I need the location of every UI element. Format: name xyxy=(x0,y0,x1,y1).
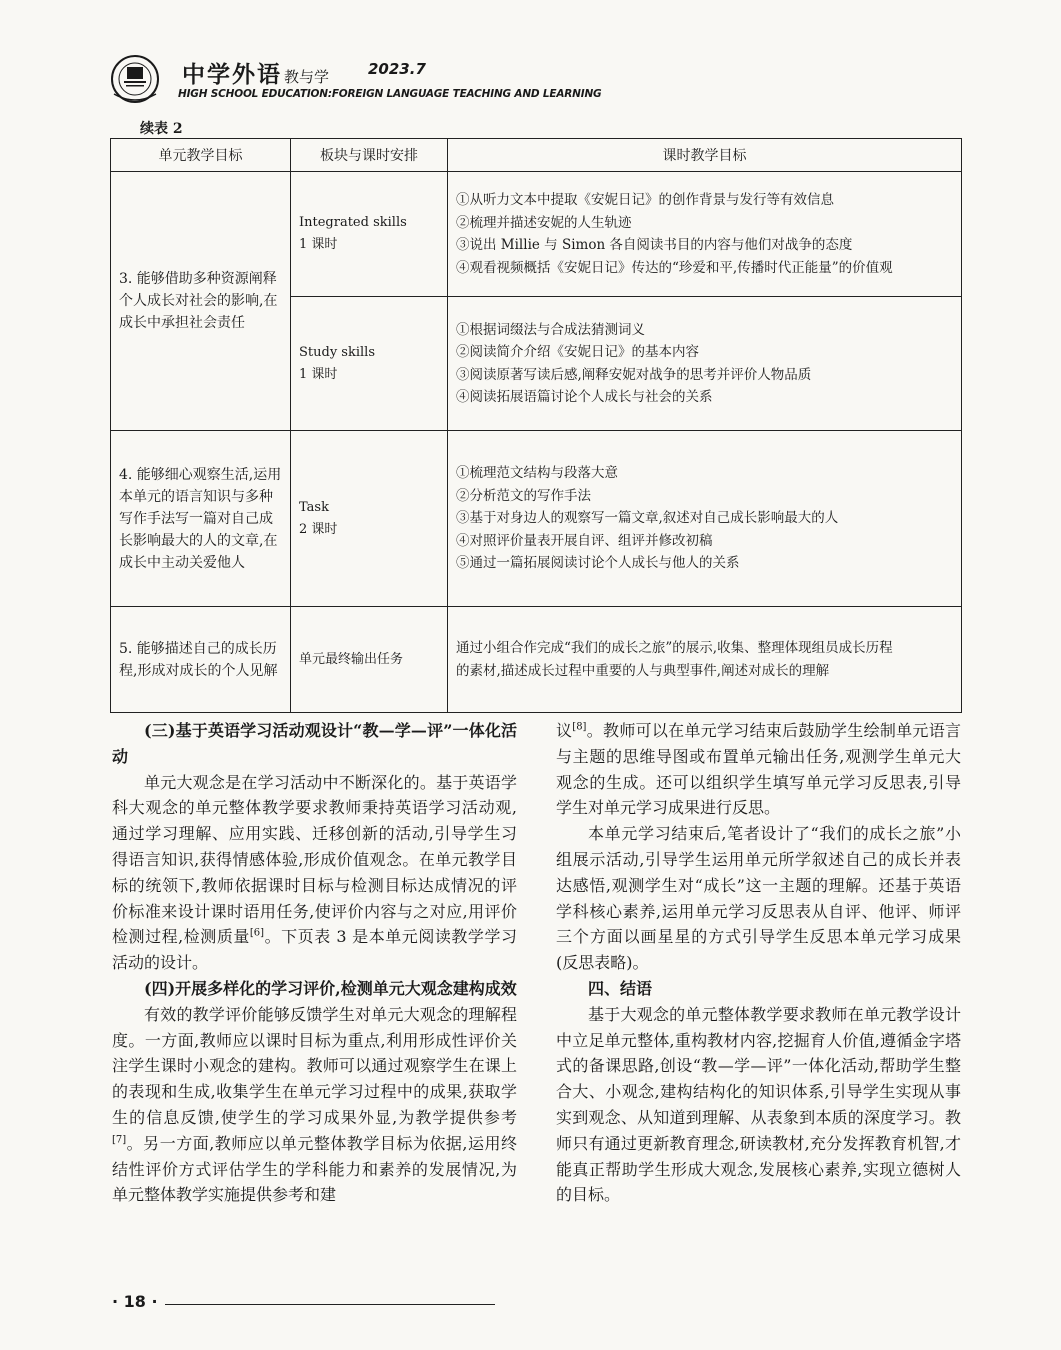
table-row xyxy=(111,431,962,607)
paragraph: 议[8]。教师可以在单元学习结束后鼓励学生绘制单元语言与主题的思维导图或布置单元输出任务,观测学生单元大观念的生成。还可以组织学生填写单元学习反思表,引导学生对单元学习成果进行反思。 xyxy=(556,721,961,818)
page-number: · 18 · xyxy=(112,1292,158,1311)
journal-subtitle: HIGH SCHOOL EDUCATION:FOREIGN LANGUAGE TEACHING AND LEARNING xyxy=(178,88,602,100)
section-heading-3: (三)基于英语学习活动观设计“教—学—评”一体化活动 xyxy=(112,721,517,766)
list-item: ④观看视频概括《安妮日记》传达的“珍爱和平,传播时代正能量”的价值观 xyxy=(456,259,893,276)
paragraph: 基于大观念的单元整体教学要求教师在单元教学设计中立足单元整体,重构教材内容,挖掘育人价值,遵循金字塔式的备课思路,创设“教—学—评”一体化活动,帮助学生整合大、小观念,建构结构化的知识体系,引导学生实现从事实到观念、从知道到理解、从表象到本质的深度学习。教师只有通过更新教育理念,研读教材,充分发挥教育机智,才能真正帮助学生形成大观念,发展核心素养,实现立德树人的目标。 xyxy=(556,1004,961,1205)
objectives-study-skills xyxy=(448,297,962,431)
header-unit-goal: 单元教学目标 xyxy=(111,139,291,172)
list-item: ④阅读拓展语篇讨论个人成长与社会的关系 xyxy=(456,389,713,405)
journal-logo-icon xyxy=(102,54,168,104)
issue-number: 2023.7 xyxy=(368,60,426,78)
table-caption: 续表 2 xyxy=(140,121,183,137)
block-task: Task 2 课时 xyxy=(291,431,448,607)
table-row xyxy=(111,607,962,713)
journal-title: 中学外语 教与学 xyxy=(182,61,330,88)
list-item: ③阅读原著写读后感,阐释安妮对战争的思考并评价人物品质 xyxy=(456,366,812,383)
unit-goal-3: 3. 能够借助多种资源阐释个人成长对社会的影响,在成长中承担社会责任 xyxy=(111,172,291,431)
header-lesson-goal: 课时教学目标 xyxy=(448,139,962,172)
list-item: ③基于对身边人的观察写一篇文章,叙述对自己成长影响最大的人 xyxy=(456,510,839,527)
list-item: ②分析范文的写作手法 xyxy=(456,487,591,504)
conclusion-heading: 四、结语 xyxy=(588,978,653,998)
citation-ref: [7] xyxy=(112,1134,127,1146)
list-item: ⑤通过一篇拓展阅读讨论个人成长与他人的关系 xyxy=(456,555,740,572)
citation-ref: [8] xyxy=(572,721,587,733)
table-row xyxy=(111,172,962,297)
footer-divider xyxy=(165,1304,495,1305)
objectives-integrated-skills xyxy=(448,172,962,297)
right-column xyxy=(556,718,961,1208)
list-item: 的素材,描述成长过程中重要的人与典型事件,阐述对成长的理解 xyxy=(456,662,830,679)
unit-goal-4: 4. 能够细心观察生活,运用本单元的语言知识与多种写作手法写一篇对自己成长影响最大的人的文章,在成长中主动关爱他人 xyxy=(111,431,291,607)
page-header xyxy=(100,50,980,110)
section-heading-4: (四)开展多样化的学习评价,检测单元大观念建构成效 xyxy=(144,978,517,998)
objectives-task xyxy=(448,431,962,607)
block-integrated-skills: Integrated skills 1 课时 xyxy=(291,172,448,297)
unit-goal-5: 5. 能够描述自己的成长历程,形成对成长的个人见解 xyxy=(111,607,291,713)
list-item: ④对照评价量表开展自评、组评并修改初稿 xyxy=(456,532,713,549)
block-study-skills: Study skills 1 课时 xyxy=(291,297,448,431)
citation-ref: [6] xyxy=(249,928,265,940)
header-block: 板块与课时安排 xyxy=(291,139,448,172)
list-item: ①根据词缀法与合成法猜测词义 xyxy=(456,321,645,338)
list-item: ②阅读简介介绍《安妮日记》的基本内容 xyxy=(456,344,699,360)
list-item: ①从听力文本中提取《安妮日记》的创作背景与发行等有效信息 xyxy=(456,192,834,208)
block-final-task: 单元最终输出任务 xyxy=(291,607,448,713)
list-item: 通过小组合作完成“我们的成长之旅”的展示,收集、整理体现组员成长历程 xyxy=(456,640,893,656)
paragraph: 有效的教学评价能够反馈学生对单元大观念的理解程度。一方面,教师应以课时目标为重点,利用形成性评价关注学生课时小观念的建构。教师可以通过观察学生在课上的表现和生成,收集学生在单元学习过程中的成果,获取学生的信息反馈,使学生的学习成果外显,为教学提供参考[7]。另一方面,教师应以单元整体教学目标为依据,运用终结性评价方式评估学生的学科能力和素养的发展情况,为单元整体教学实施提供参考和建 xyxy=(112,1004,517,1205)
lesson-objectives-table xyxy=(110,138,962,713)
list-item: ②梳理并描述安妮的人生轨迹 xyxy=(456,214,632,231)
paragraph: 单元大观念是在学习活动中不断深化的。基于英语学科大观念的单元整体教学要求教师秉持英语学习活动观,通过学习理解、应用实践、迁移创新的活动,引导学生习得语言知识,获得情感体验,形成价值观念。在单元教学目标的统领下,教师依据课时目标与检测目标达成情况的评价标准来设计课时语用任务,使评价内容与之对应,用评价检测过程,检测质量[6]。下页表 3 是本单元阅读教学学习活动的设计。 xyxy=(112,772,517,973)
list-item: ③说出 Millie 与 Simon 各自阅读书目的内容与他们对战争的态度 xyxy=(456,237,853,253)
left-column xyxy=(112,718,517,1208)
table-header-row xyxy=(111,139,962,172)
paragraph: 本单元学习结束后,笔者设计了“我们的成长之旅”小组展示活动,引导学生运用单元所学叙述自己的成长并表达感悟,观测学生对“成长”这一主题的理解。还基于英语学科核心素养,运用单元学习反思表从自评、他评、师评三个方面以画星星的方式引导学生反思本单元学习成果(反思表略)。 xyxy=(556,824,961,973)
list-item: ①梳理范文结构与段落大意 xyxy=(456,465,618,482)
objectives-final-task xyxy=(448,607,962,713)
